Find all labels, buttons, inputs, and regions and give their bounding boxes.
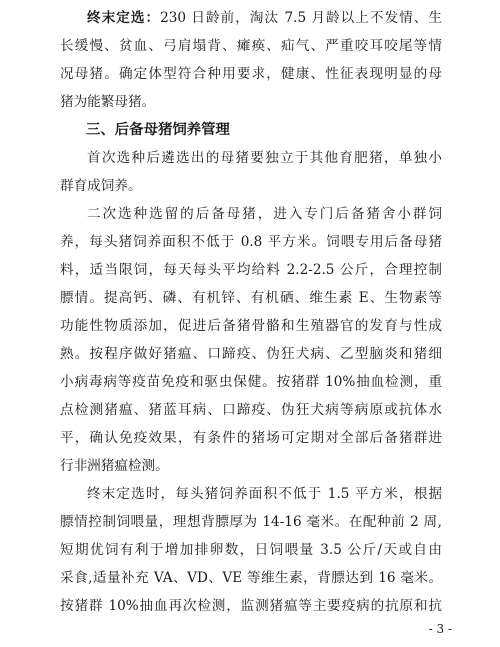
text-line: [60, 4, 442, 32]
text-line: 群育成饲养。: [60, 178, 142, 194]
text-line: 平，确认免疫效果，有条件的猪场可定期对全部后备猪群进: [60, 430, 442, 446]
paragraph-second-selection: [60, 200, 442, 480]
paragraph-final-selection: [60, 4, 442, 116]
text-line: 膘情控制饲喂量，理想背膘厚为 14-16 毫米。在配种前 2 周,: [60, 514, 442, 530]
text-line: 点检测猪瘟、猪蓝耳病、口蹄疫、伪狂犬病等病原或抗体水: [60, 402, 442, 418]
text-line: 终末定选时，每头猪饲养面积不低于 1.5 平方米，根据: [87, 486, 442, 502]
paragraph-final-selection-feeding: [60, 480, 442, 620]
page-number: - 3 -: [428, 622, 452, 636]
text-line: 功能性物质添加，促进后备猪骨骼和生殖器官的发育与性成: [60, 318, 442, 334]
section-heading: 三、后备母猪饲养管理: [86, 121, 230, 138]
text-line: 膘情。提高钙、磷、有机锌、有机硒、维生素 E、生物素等: [60, 290, 442, 306]
text-line: 小病毒病等疫苗免疫和驱虫保健。按猪群 10%抽血检测，重: [60, 374, 442, 390]
text-line: 养，每头猪饲养面积不低于 0.8 平方米。饲喂专用后备母猪: [60, 234, 442, 250]
text-line: 短期优饲有利于增加排卵数，日饲喂量 3.5 公斤/天或自由: [60, 542, 442, 558]
text-line: 二次选种选留的后备母猪，进入专门后备猪舍小群饲: [87, 206, 442, 222]
text-line: 猪为能繁母猪。: [60, 94, 156, 110]
text-line: 料，适当限饲，每天每头平均给料 2.2-2.5 公斤，合理控制: [60, 262, 442, 278]
text-line: 首次选种后遴选出的母猪要独立于其他育肥猪，单独小: [87, 150, 442, 166]
text-line: 长缓慢、贫血、弓肩塌背、瘫痪、疝气、严重咬耳咬尾等情: [60, 38, 442, 54]
text-line: 按猪群 10%抽血再次检测，监测猪瘟等主要疫病的抗原和抗: [60, 598, 442, 614]
text-line: 况母猪。确定体型符合种用要求，健康、性征表现明显的母: [60, 66, 442, 82]
text-span: 230 日龄前，淘汰 7.5 月龄以上不发情、生: [160, 10, 443, 26]
text-line: 采食,适量补充 VA、VD、VE 等维生素，背膘达到 16 毫米。: [60, 570, 442, 586]
bold-lead: 终末定选：: [87, 10, 161, 26]
text-line: 行非洲猪瘟检测。: [60, 458, 169, 474]
text-line: 熟。按程序做好猪瘟、口蹄疫、伪狂犬病、乙型脑炎和猪细: [60, 346, 442, 362]
paragraph-first-selection: [60, 144, 442, 200]
